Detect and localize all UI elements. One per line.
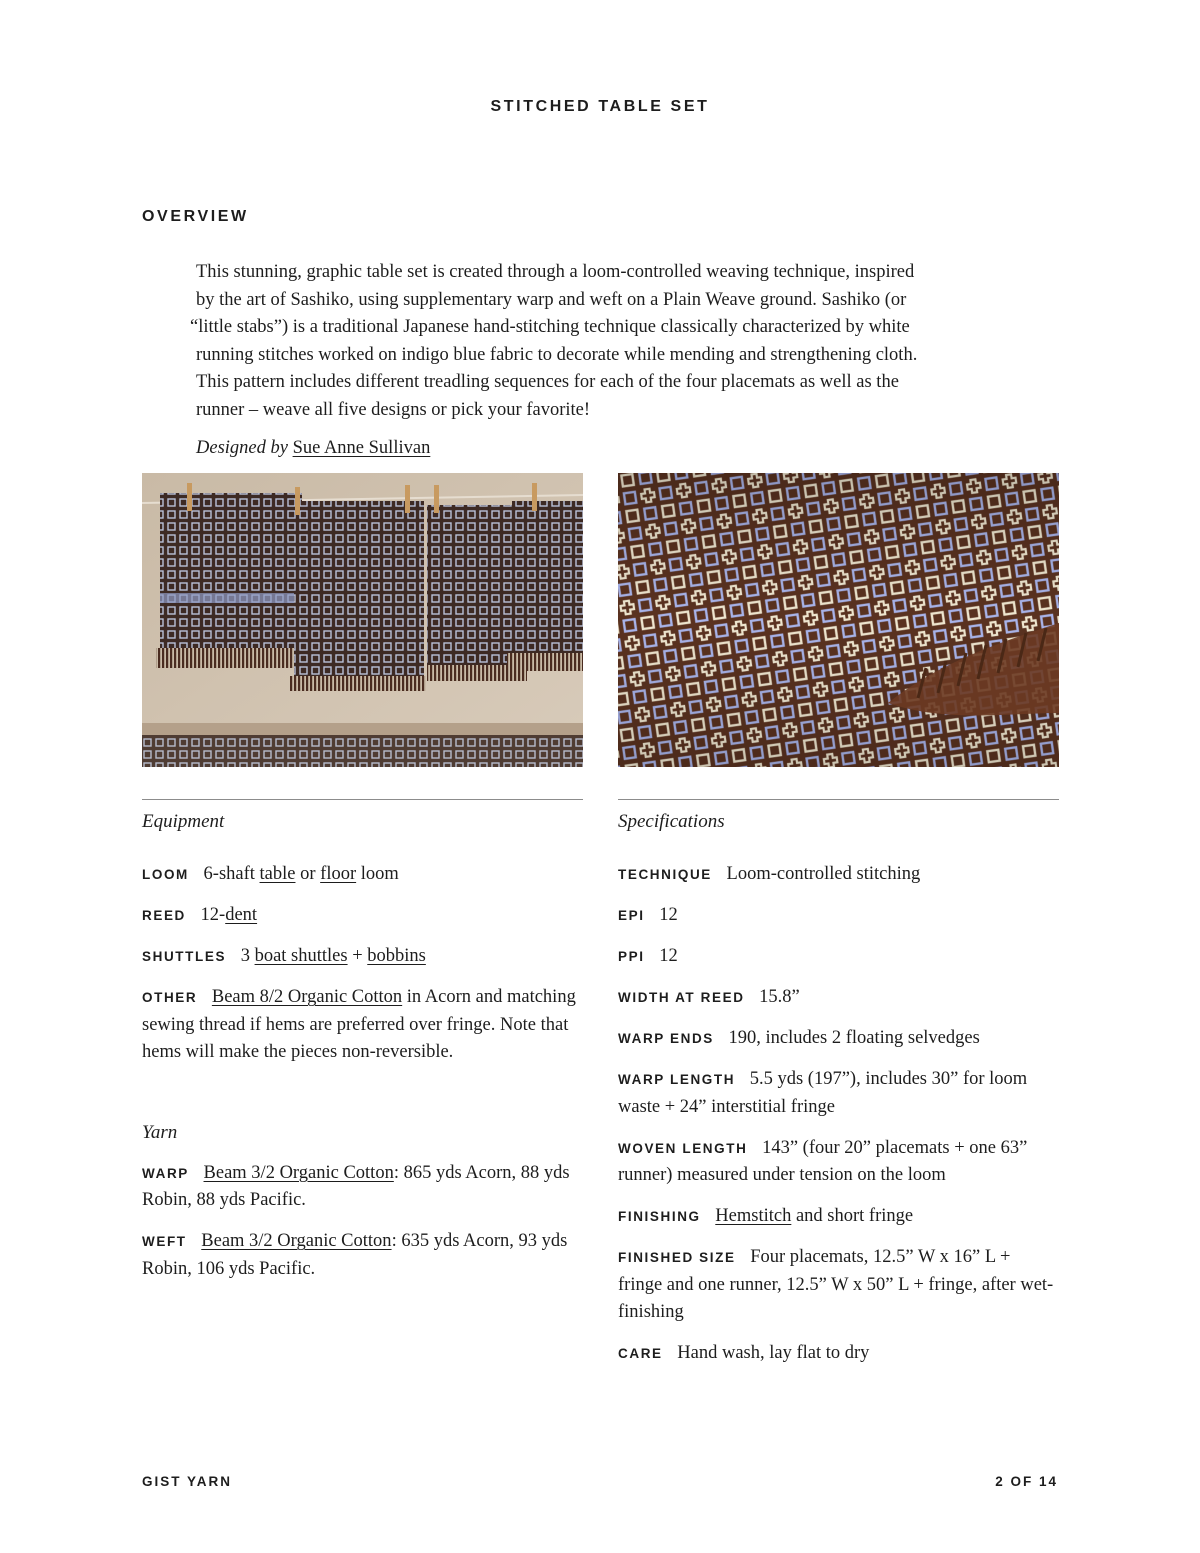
designed-by [196, 438, 430, 459]
ppi-label: PPI [618, 949, 645, 964]
care-row [618, 1340, 1059, 1368]
overview-line: runner – weave all five designs or pick your favorite! [196, 399, 591, 420]
woven-length-row [618, 1135, 1059, 1190]
footer-brand: GIST YARN [142, 1474, 233, 1489]
floor-loom-link[interactable]: floor [320, 864, 357, 884]
overview-line: by the art of Sashiko, using supplementary warp and weft on a Plain Weave ground. Sashiko (or [196, 289, 907, 310]
overview-line: “little stabs”) is a traditional Japanese hand-stitching technique classically characterized by white [190, 317, 910, 337]
beam-8-2-link[interactable]: Beam 8/2 Organic Cotton [211, 987, 403, 1007]
epi-row [618, 902, 1059, 930]
weft-yarn-text: : 635 yds Acorn, 93 yds Robin, 106 yds Pacific. [142, 1231, 568, 1279]
overview-heading: OVERVIEW [142, 208, 249, 225]
epi-label: EPI [618, 908, 645, 923]
other-label: OTHER [142, 990, 198, 1005]
dent-link[interactable]: dent [225, 905, 258, 925]
weft-label: WEFT [142, 1234, 187, 1249]
warp-ends-row [618, 1025, 1059, 1053]
woven-length-value: 143” (four 20” placemats + one 63” runner) measured under tension on the loom [618, 1137, 1028, 1185]
loom-row [142, 861, 583, 889]
warp-ends-label: WARP ENDS [618, 1031, 714, 1046]
shuttles-row [142, 943, 583, 971]
fabric-closeup-photo [618, 473, 1059, 767]
loom-post: loom [360, 864, 399, 884]
yarn-heading: Yarn [142, 1121, 178, 1143]
loom-pre: 6-shaft [203, 864, 255, 884]
width-at-reed-value: 15.8” [759, 987, 800, 1007]
warp-length-value: 5.5 yds (197”), includes 30” for loom waste + 24” interstitial fringe [618, 1069, 1028, 1117]
warp-yarn-row [142, 1160, 583, 1215]
width-at-reed-row [618, 984, 1059, 1012]
loom-mid: or [300, 864, 316, 884]
weft-yarn-row [142, 1228, 583, 1283]
finishing-label: FINISHING [618, 1209, 701, 1224]
specifications-heading: Specifications [618, 811, 725, 832]
designer-link[interactable]: Sue Anne Sullivan [292, 438, 431, 458]
finished-size-label: FINISHED SIZE [618, 1250, 736, 1265]
hemstitch-link[interactable]: Hemstitch [715, 1206, 792, 1226]
ppi-value: 12 [659, 946, 678, 966]
reed-label: REED [142, 908, 186, 923]
ppi-row [618, 943, 1059, 971]
overview-line: running stitches worked on indigo blue fabric to decorate while mending and strengthening cloth. [196, 344, 918, 365]
technique-label: TECHNIQUE [618, 867, 712, 882]
divider [142, 799, 583, 800]
care-label: CARE [618, 1346, 663, 1361]
divider [618, 799, 1059, 800]
finishing-row [618, 1203, 1059, 1231]
other-text: in Acorn and matching sewing thread if hems are preferred over fringe. Note that hems will make the pieces non-reversible. [142, 987, 576, 1062]
page-title: STITCHED TABLE SET [490, 98, 710, 115]
finishing-text: and short fringe [795, 1206, 914, 1226]
designed-by-label: Designed by [196, 438, 288, 458]
technique-row [618, 861, 1059, 889]
overview-line: This pattern includes different treadling sequences for each of the four placemats as well as the [196, 372, 899, 392]
warp-ends-value: 190, includes 2 floating selvedges [728, 1028, 980, 1048]
equipment-heading: Equipment [142, 811, 225, 832]
shuttles-mid: + [352, 946, 363, 966]
weft-yarn-link[interactable]: Beam 3/2 Organic Cotton [201, 1231, 392, 1251]
table-loom-link[interactable]: table [259, 864, 296, 884]
boat-shuttles-link[interactable]: boat shuttles [254, 946, 348, 966]
shuttles-pre: 3 [240, 946, 250, 966]
warp-yarn-text: : 865 yds Acorn, 88 yds Robin, 88 yds Pacific. [142, 1162, 570, 1210]
warp-length-row [618, 1066, 1059, 1121]
shuttles-label: SHUTTLES [142, 949, 227, 964]
bobbins-link[interactable]: bobbins [367, 946, 426, 966]
woven-length-label: WOVEN LENGTH [618, 1140, 748, 1156]
other-row [142, 984, 583, 1067]
page-number: 2 OF 14 [995, 1474, 1058, 1489]
loom-label: LOOM [142, 867, 189, 882]
hanging-placemats-photo [142, 473, 583, 767]
equipment-column [142, 799, 583, 1297]
epi-value: 12 [659, 905, 678, 925]
reed-row [142, 902, 583, 930]
reed-pre: 12- [200, 905, 226, 925]
specifications-column [618, 799, 1059, 1381]
overview-paragraph [190, 259, 1011, 424]
overview-line: This stunning, graphic table set is created through a loom-controlled weaving technique, inspired [196, 262, 915, 282]
finished-size-row [618, 1244, 1059, 1327]
technique-value: Loom-controlled stitching [726, 864, 921, 884]
warp-yarn-link[interactable]: Beam 3/2 Organic Cotton [203, 1162, 394, 1183]
width-at-reed-label: WIDTH AT REED [618, 990, 745, 1005]
care-value: Hand wash, lay flat to dry [677, 1343, 870, 1363]
warp-length-label: WARP LENGTH [618, 1072, 736, 1087]
finished-size-value: Four placemats, 12.5” W x 16” L + fringe and one runner, 12.5” W x 50” L + fringe, after wet-finishing [618, 1247, 1054, 1322]
warp-label: WARP [142, 1165, 189, 1181]
